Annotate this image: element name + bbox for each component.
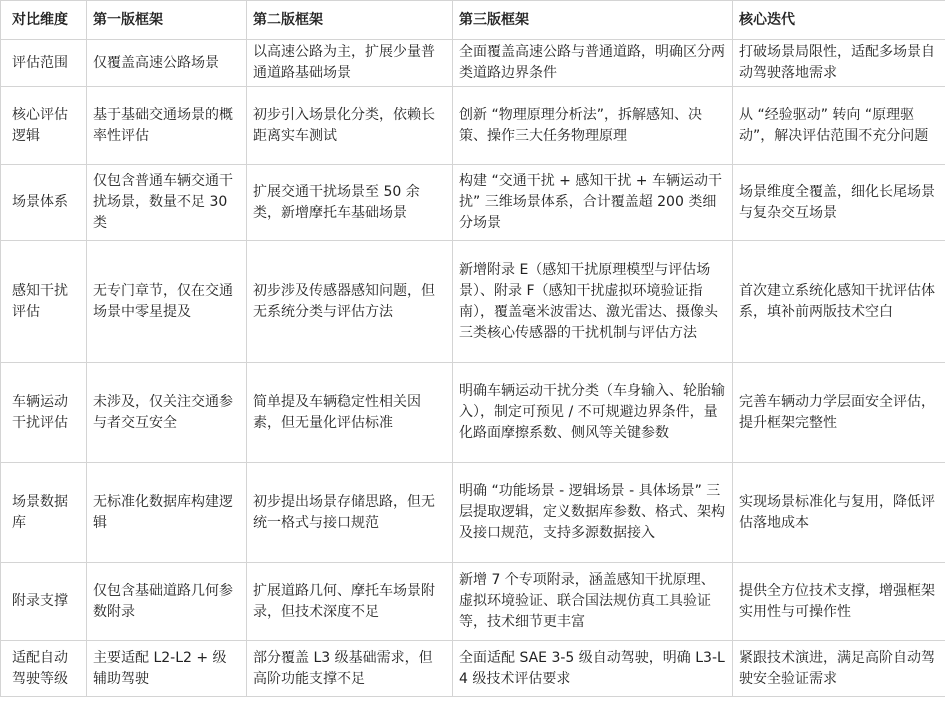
cell-v1: 仅覆盖高速公路场景 bbox=[87, 40, 247, 87]
header-v3: 第三版框架 bbox=[453, 1, 733, 40]
cell-v3: 新增附录 E（感知干扰原理模型与评估场景）、附录 F（感知干扰虚拟环境验证指南），覆盖毫米波雷达、激光雷达、摄像头三类核心传感器的干扰机制与评估方法 bbox=[453, 241, 733, 363]
cell-v2: 初步涉及传感器感知问题，但无系统分类与评估方法 bbox=[247, 241, 453, 363]
cell-v2: 部分覆盖 L3 级基础需求，但高阶功能支撑不足 bbox=[247, 641, 453, 697]
cell-core: 打破场景局限性，适配多场景自动驾驶落地需求 bbox=[733, 40, 945, 87]
row-label: 附录支撑 bbox=[1, 563, 87, 641]
cell-v1: 未涉及，仅关注交通参与者交互安全 bbox=[87, 363, 247, 463]
cell-core: 紧跟技术演进，满足高阶自动驾驶安全验证需求 bbox=[733, 641, 945, 697]
header-v2: 第二版框架 bbox=[247, 1, 453, 40]
cell-core: 首次建立系统化感知干扰评估体系，填补前两版技术空白 bbox=[733, 241, 945, 363]
cell-v1: 基于基础交通场景的概率性评估 bbox=[87, 87, 247, 165]
cell-v1: 仅包含基础道路几何参数附录 bbox=[87, 563, 247, 641]
cell-v2: 扩展道路几何、摩托车场景附录，但技术深度不足 bbox=[247, 563, 453, 641]
cell-core: 提供全方位技术支撑，增强框架实用性与可操作性 bbox=[733, 563, 945, 641]
row-label: 核心评估逻辑 bbox=[1, 87, 87, 165]
cell-core: 完善车辆动力学层面安全评估，提升框架完整性 bbox=[733, 363, 945, 463]
header-row bbox=[1, 1, 945, 40]
row-label: 评估范围 bbox=[1, 40, 87, 87]
table-row bbox=[1, 563, 945, 641]
cell-core: 从 “经验驱动” 转向 “原理驱动”，解决评估范围不充分问题 bbox=[733, 87, 945, 165]
cell-v2: 初步引入场景化分类，依赖长距离实车测试 bbox=[247, 87, 453, 165]
cell-v3: 新增 7 个专项附录，涵盖感知干扰原理、虚拟环境验证、联合国法规仿真工具验证等，技术细节更丰富 bbox=[453, 563, 733, 641]
table-row bbox=[1, 241, 945, 363]
cell-core: 场景维度全覆盖，细化长尾场景与复杂交互场景 bbox=[733, 165, 945, 241]
table-row bbox=[1, 363, 945, 463]
header-dimension: 对比维度 bbox=[1, 1, 87, 40]
cell-v1: 无标准化数据库构建逻辑 bbox=[87, 463, 247, 563]
cell-v2: 扩展交通干扰场景至 50 余类，新增摩托车基础场景 bbox=[247, 165, 453, 241]
cell-v2: 初步提出场景存储思路，但无统一格式与接口规范 bbox=[247, 463, 453, 563]
cell-v3: 创新 “物理原理分析法”，拆解感知、决策、操作三大任务物理原理 bbox=[453, 87, 733, 165]
cell-v3: 全面适配 SAE 3-5 级自动驾驶，明确 L3-L4 级技术评估要求 bbox=[453, 641, 733, 697]
cell-v3: 全面覆盖高速公路与普通道路，明确区分两类道路边界条件 bbox=[453, 40, 733, 87]
cell-v3: 明确 “功能场景 - 逻辑场景 - 具体场景” 三层提取逻辑，定义数据库参数、格式、架构及接口规范，支持多源数据接入 bbox=[453, 463, 733, 563]
row-label: 感知干扰评估 bbox=[1, 241, 87, 363]
cell-v2: 简单提及车辆稳定性相关因素，但无量化评估标准 bbox=[247, 363, 453, 463]
header-v1: 第一版框架 bbox=[87, 1, 247, 40]
table-row bbox=[1, 641, 945, 697]
cell-core: 实现场景标准化与复用，降低评估落地成本 bbox=[733, 463, 945, 563]
cell-v1: 仅包含普通车辆交通干扰场景，数量不足 30 类 bbox=[87, 165, 247, 241]
row-label: 场景体系 bbox=[1, 165, 87, 241]
row-label: 适配自动驾驶等级 bbox=[1, 641, 87, 697]
cell-v3: 明确车辆运动干扰分类（车身输入、轮胎输入），制定可预见 / 不可规避边界条件，量化路面摩擦系数、侧风等关键参数 bbox=[453, 363, 733, 463]
header-core-iteration: 核心迭代 bbox=[733, 1, 945, 40]
row-label: 车辆运动干扰评估 bbox=[1, 363, 87, 463]
table-row bbox=[1, 40, 945, 87]
cell-v1: 无专门章节，仅在交通场景中零星提及 bbox=[87, 241, 247, 363]
cell-v2: 以高速公路为主，扩展少量普通道路基础场景 bbox=[247, 40, 453, 87]
table-row bbox=[1, 87, 945, 165]
table-row bbox=[1, 165, 945, 241]
row-label: 场景数据库 bbox=[1, 463, 87, 563]
cell-v3: 构建 “交通干扰 + 感知干扰 + 车辆运动干扰” 三维场景体系，合计覆盖超 200 类细分场景 bbox=[453, 165, 733, 241]
cell-v1: 主要适配 L2-L2 + 级辅助驾驶 bbox=[87, 641, 247, 697]
table-row bbox=[1, 463, 945, 563]
